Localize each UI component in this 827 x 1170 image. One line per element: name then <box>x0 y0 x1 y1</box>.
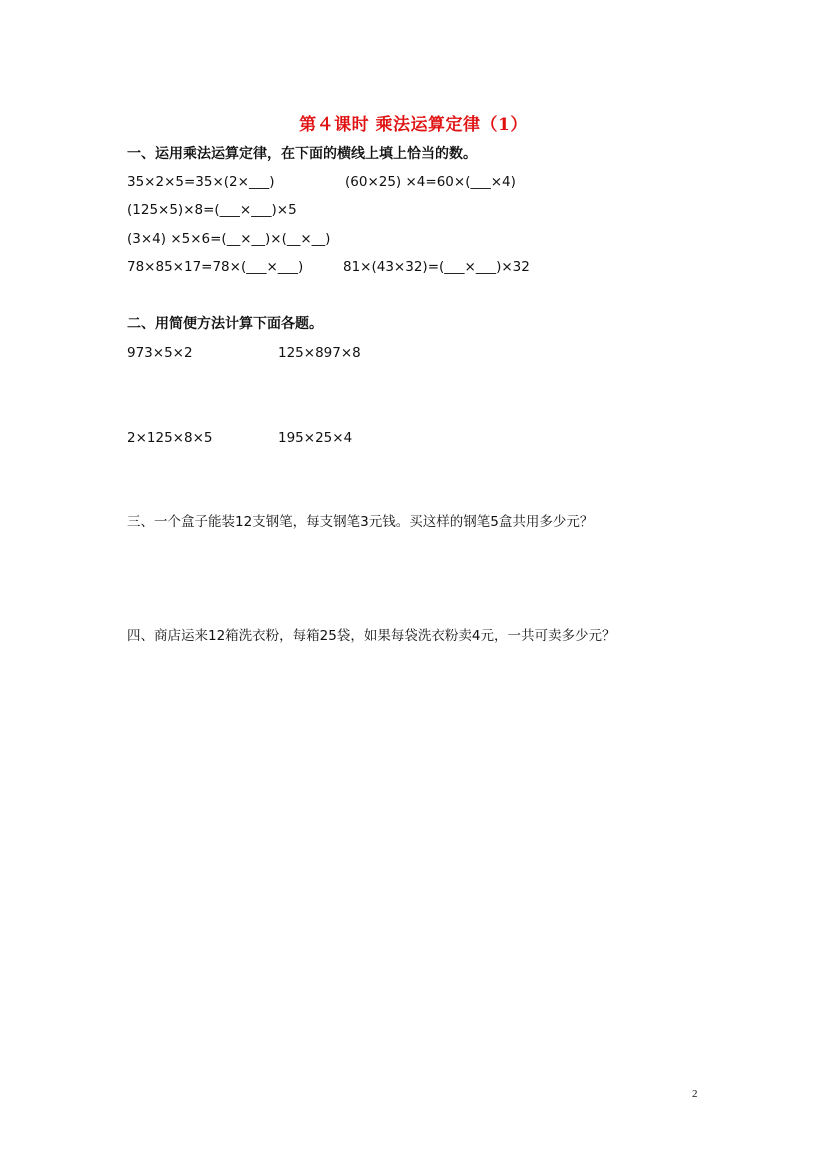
page-title: 第４课时 乘法运算定律（1） <box>299 115 528 135</box>
exercise-1-5: 78×85×17=78×(___×___) <box>127 259 304 275</box>
calc-question-4: 195×25×4 <box>278 430 353 446</box>
section-2-heading: 二、用简便方法计算下面各题。 <box>127 316 323 332</box>
word-problem-3: 三、一个盒子能装12支钢笔，每支钢笔3元钱。买这样的钢笔5盒共用多少元？ <box>127 514 594 530</box>
exercise-1-2: (60×25) ×4=60×(___×4) <box>345 174 516 190</box>
exercise-1-6: 81×(43×32)=(___×___)×32 <box>343 259 530 275</box>
calc-question-2: 125×897×8 <box>278 345 361 361</box>
exercise-1-4: (3×4) ×5×6=(__×__)×(__×__) <box>127 231 331 247</box>
section-1-heading: 一、运用乘法运算定律，在下面的横线上填上恰当的数。 <box>127 146 477 162</box>
calc-question-3: 2×125×8×5 <box>127 430 213 446</box>
page-number: 2 <box>692 1088 698 1100</box>
calc-question-1: 973×5×2 <box>127 345 193 361</box>
exercise-1-1: 35×2×5=35×(2×___) <box>127 174 275 190</box>
exercise-1-3: (125×5)×8=(___×___)×5 <box>127 202 297 218</box>
word-problem-4: 四、商店运来12箱洗衣粉，每箱25袋，如果每袋洗衣粉卖4元，一共可卖多少元？ <box>127 628 616 644</box>
